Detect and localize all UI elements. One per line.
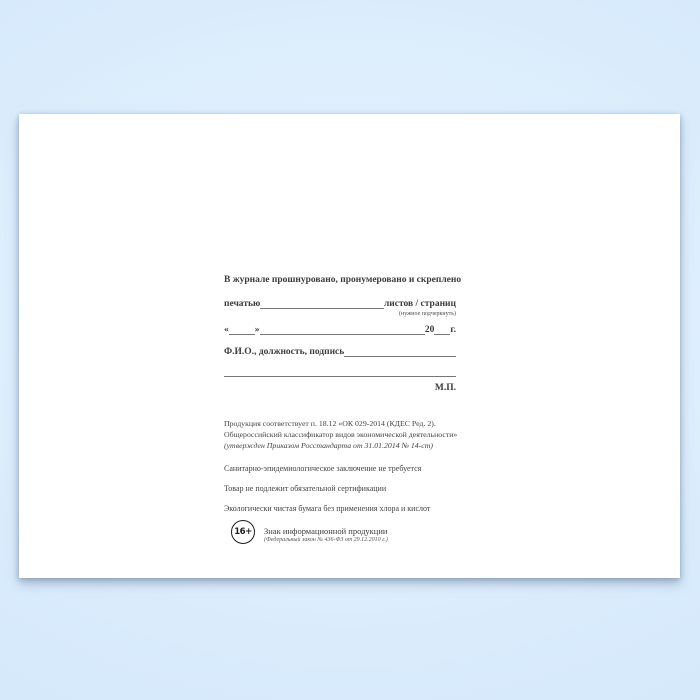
continuation-blank-line (224, 370, 456, 377)
certification-text-block (224, 272, 462, 568)
day-blank-line (229, 333, 255, 335)
open-quote: « (224, 325, 229, 335)
underline-note: (нужное подчеркнуть) (399, 311, 456, 317)
seal-label: печатью (224, 299, 261, 309)
signature-blank-line (344, 355, 456, 357)
certification-note: Товар не подлежит обязательной сертификации (224, 484, 387, 493)
age-mark-law: (Федеральный закон № 436-ФЗ от 29.12.2010 г.) (264, 537, 388, 543)
age-mark-text (255, 520, 388, 544)
compliance-line-3: (утвержден Приказом Росстандарта от 31.01.2014 № 14-ст) (224, 441, 433, 450)
sheets-count-blank-line (260, 307, 384, 309)
compliance-line-1: Продукция соответствует п. 18.12 «ОК 029-2014 (КДЕС Ред. 2). (224, 419, 436, 428)
date-row (224, 324, 456, 336)
age-mark-title: Знак информационной продукции (264, 526, 388, 536)
stamp-place-abbr: М.П. (434, 383, 456, 393)
month-blank-line (260, 333, 425, 335)
century-prefix: 20 (424, 325, 435, 335)
age-mark-row (224, 520, 456, 544)
eco-paper-note: Экологически чистая бумага без применения хлора и кислот (224, 504, 431, 513)
journal-back-page (19, 114, 680, 578)
year-blank-line (434, 333, 450, 335)
signature-label: Ф.И.О., должность, подпись (224, 347, 345, 357)
compliance-block (224, 418, 456, 451)
sheets-pages-label: листов / страниц (383, 299, 456, 309)
signature-row (224, 346, 456, 358)
close-quote: » (254, 325, 260, 335)
age-16plus-icon: 16+ (231, 520, 255, 544)
sanitary-note: Санитарно-эпидемиологическое заключение не требуется (224, 464, 422, 473)
seal-row (224, 298, 456, 310)
binding-statement: В журнале прошнуровано, пронумеровано и скреплено (224, 275, 462, 285)
year-suffix: г. (450, 325, 456, 335)
compliance-line-2: Общероссийский классификатор видов экономической деятельности» (224, 430, 458, 439)
